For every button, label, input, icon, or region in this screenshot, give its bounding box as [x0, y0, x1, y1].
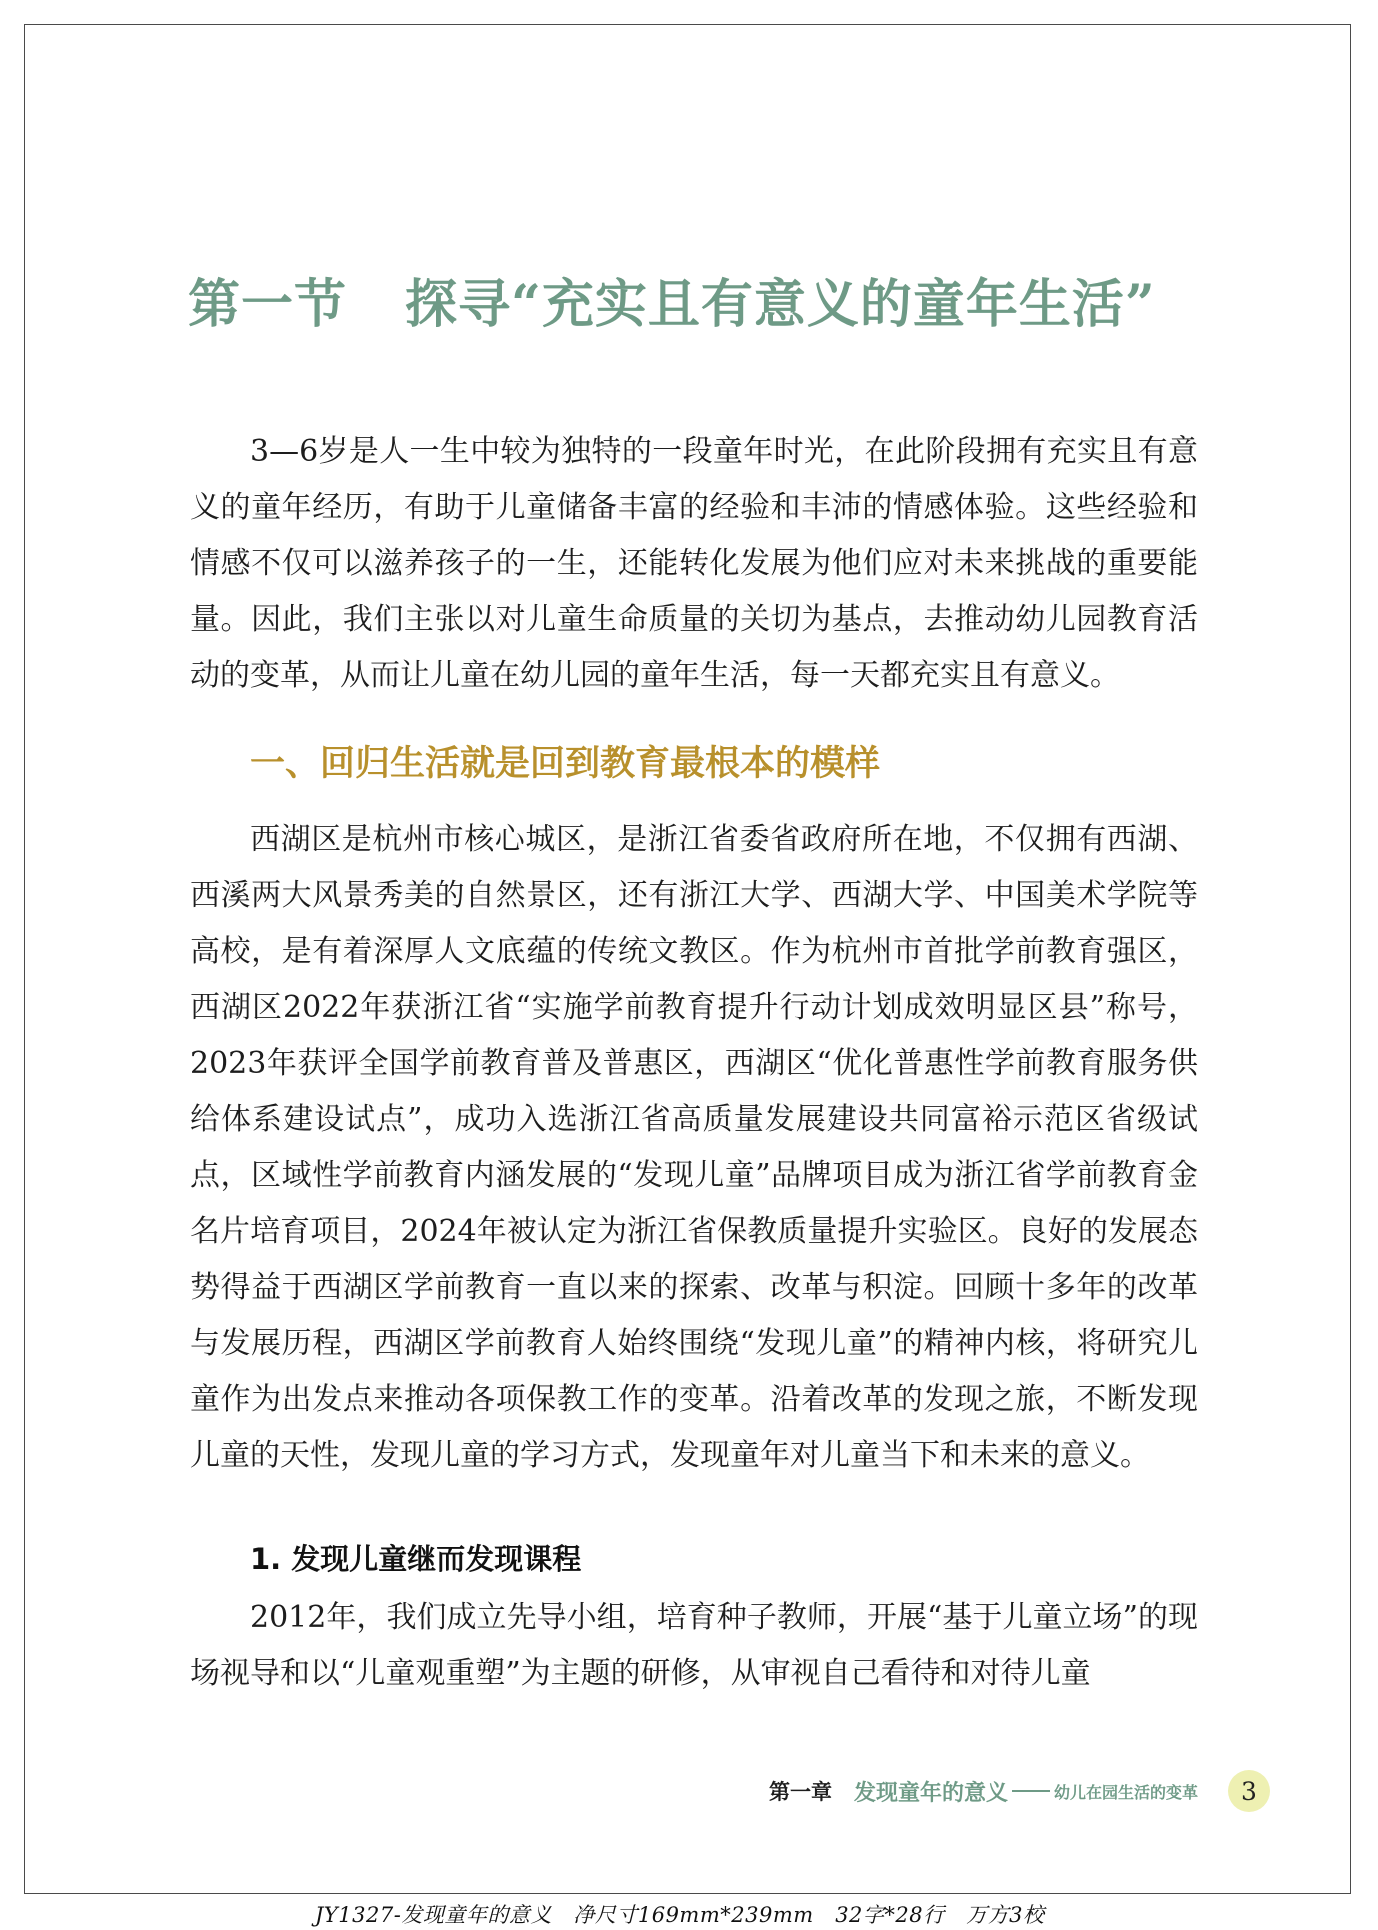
section-number: 第一节	[188, 274, 348, 335]
intro-paragraph: 3—6岁是人一生中较为独特的一段童年时光，在此阶段拥有充实且有意义的童年经历，有助于儿童储备丰富的经验和丰沛的情感体验。这些经验和情感不仅可以滋养孩子的一生，还能转化发展为他们应对未来挑战的重要能量。因此，我们主张以对儿童生命质量的关切为基点，去推动幼儿园教育活动的变革，从而让儿童在幼儿园的童年生活，每一天都充实且有意义。	[190, 434, 1198, 693]
body-paragraph: 西湖区是杭州市核心城区，是浙江省委省政府所在地，不仅拥有西湖、西溪两大风景秀美的自然景区，还有浙江大学、西湖大学、中国美术学院等高校，是有着深厚人文底蕴的传统文教区。作为杭州市首批学前教育强区，西湖区2022年获浙江省“实施学前教育提升行动计划成效明显区县”称号，2023年获评全国学前教育普及普惠区，西湖区“优化普惠性学前教育服务供给体系建设试点”，成功入选浙江省高质量发展建设共同富裕示范区省级试点，区域性学前教育内涵发展的“发现儿童”品牌项目成为浙江省学前教育金名片培育项目，2024年被认定为浙江省保教质量提升实验区。良好的发展态势得益于西湖区学前教育一直以来的探索、改革与积淀。回顾十多年的改革与发展历程，西湖区学前教育人始终围绕“发现儿童”的精神内核，将研究儿童作为出发点来推动各项保教工作的变革。沿着改革的发现之旅，不断发现儿童的天性，发现儿童的学习方式，发现童年对儿童当下和未来的意义。	[190, 822, 1198, 1473]
body-paragraph-block	[190, 812, 1198, 1484]
subheading: 一、回归生活就是回到教育最根本的模样	[250, 743, 881, 784]
section-title	[188, 262, 1156, 337]
page-number-badge	[1228, 1770, 1270, 1812]
numbered-heading: 1. 发现儿童继而发现课程	[250, 1542, 582, 1576]
print-slug: JY1327-发现童年的意义 净尺寸169mm*239mm 32字*28行 万方3校	[315, 1903, 1045, 1927]
intro-paragraph-block	[190, 424, 1198, 704]
running-footer	[769, 1766, 1270, 1816]
section-title-text: 探寻“充实且有意义的童年生活”	[405, 274, 1156, 335]
footer-subtitle: 幼儿在园生活的变革	[1053, 1782, 1198, 1802]
footer-chapter: 第一章	[768, 1779, 832, 1804]
continued-paragraph: 2012年，我们成立先导小组，培育种子教师，开展“基于儿童立场”的现场视导和以“儿童观重塑”为主题的研修，从审视自己看待和对待儿童	[190, 1600, 1198, 1691]
footer-dash	[1012, 1790, 1050, 1792]
footer-book-title: 发现童年的意义	[853, 1779, 1008, 1806]
continued-paragraph-block	[190, 1590, 1198, 1702]
page-number: 3	[1241, 1776, 1257, 1806]
